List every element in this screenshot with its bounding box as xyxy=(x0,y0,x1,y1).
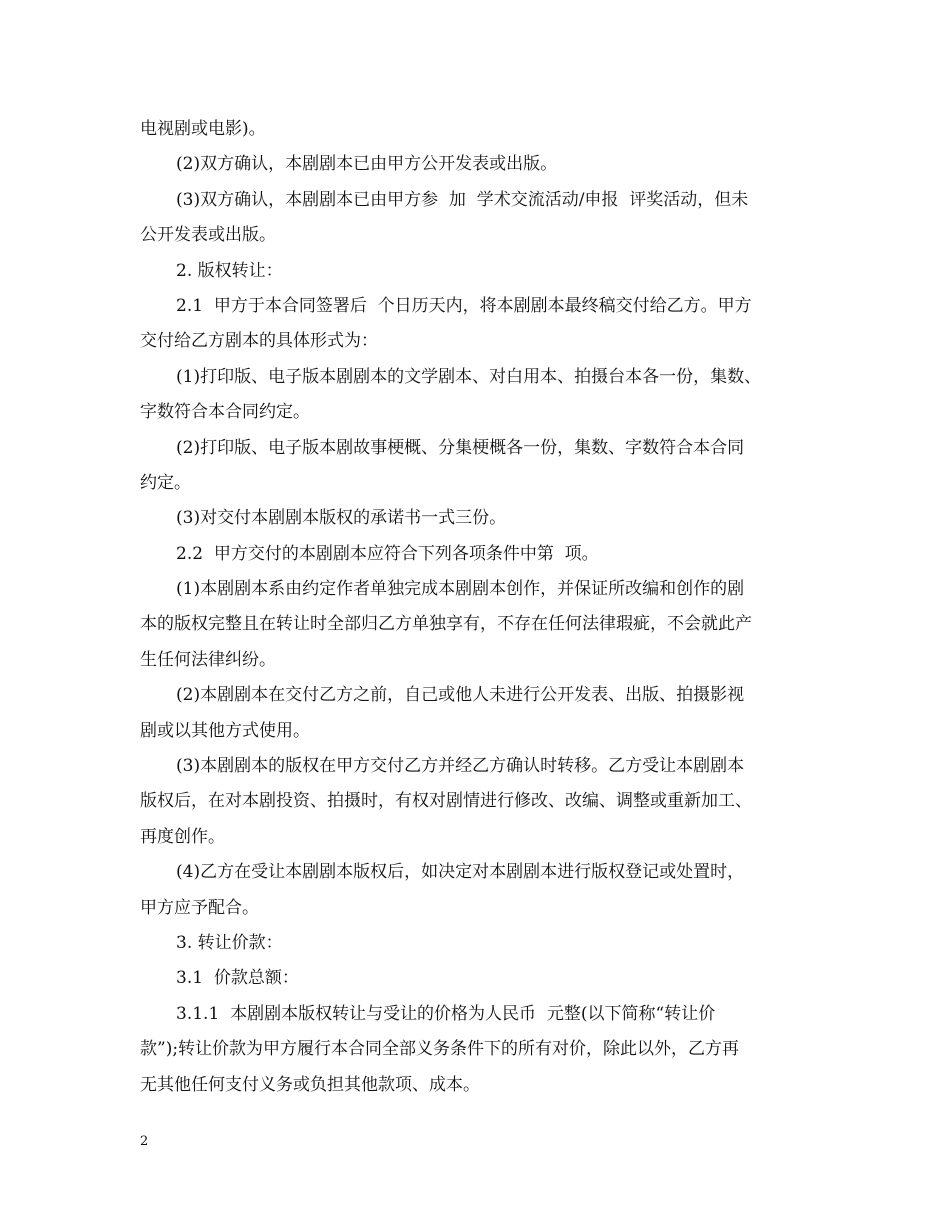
text-line: 本的版权完整且在转让时全部归乙方单独享有，不存在任何法律瑕疵，不会就此产 xyxy=(140,614,752,635)
text-line: 生任何法律纠纷。 xyxy=(140,649,276,670)
text-line: 交付给乙方剧本的具体形式为： xyxy=(140,331,378,352)
text-line: 电视剧或电影)。 xyxy=(140,119,266,139)
text-line: 2. 版权转让： xyxy=(176,260,283,281)
text-line: 3.1 价款总额： xyxy=(176,968,299,989)
text-line: (2)本剧剧本在交付乙方之前，自己或他人未进行公开发表、出版、拍摄影视 xyxy=(176,685,745,706)
text-line: 甲方应予配合。 xyxy=(140,897,259,918)
text-line: (2)双方确认，本剧剧本已由甲方公开发表或出版。 xyxy=(176,154,558,175)
text-line: (1)本剧剧本系由约定作者单独完成本剧剧本创作，并保证所改编和创作的剧 xyxy=(176,579,745,600)
text-line: (2)打印版、电子版本剧故事梗概、分集梗概各一份，集数、字数符合本合同 xyxy=(176,437,745,458)
text-line: 约定。 xyxy=(140,472,191,493)
text-line: 3.1.1 本剧剧本版权转让与受让的价格为人民币 元整(以下简称“转让价 xyxy=(176,1003,716,1024)
text-line: 2.1 甲方于本合同签署后 个日历天内，将本剧剧本最终稿交付给乙方。甲方 xyxy=(176,295,752,316)
text-line: (3)对交付本剧剧本版权的承诺书一式三份。 xyxy=(176,508,507,529)
page-number: 2 xyxy=(140,1134,149,1149)
text-line: (3)本剧剧本的版权在甲方交付乙方并经乙方确认时转移。乙方受让本剧剧本 xyxy=(176,756,745,777)
text-line: 3. 转让价款： xyxy=(176,932,283,953)
document-body xyxy=(140,112,820,1103)
text-line: 剧或以其他方式使用。 xyxy=(140,720,310,741)
text-line: (1)打印版、电子版本剧剧本的文学剧本、对白用本、拍摄台本各一份，集数、 xyxy=(176,366,762,387)
text-line: 2.2 甲方交付的本剧剧本应符合下列各项条件中第 项。 xyxy=(176,543,599,564)
text-line: 版权后，在对本剧投资、拍摄时，有权对剧情进行修改、改编、调整或重新加工、 xyxy=(140,791,752,812)
text-line: 无其他任何支付义务或负担其他款项、成本。 xyxy=(140,1074,480,1095)
text-line: (4)乙方在受让本剧剧本版权后，如决定对本剧剧本进行版权登记或处置时， xyxy=(176,862,745,883)
text-line: 再度创作。 xyxy=(140,826,225,847)
text-line: 款”);转让价款为甲方履行本合同全部义务条件下的所有对价，除此以外，乙方再 xyxy=(140,1039,740,1060)
text-line: (3)双方确认，本剧剧本已由甲方参 加 学术交流活动/申报 评奖活动，但未 xyxy=(176,189,749,210)
text-line: 公开发表或出版。 xyxy=(140,225,276,246)
text-line: 字数符合本合同约定。 xyxy=(140,402,310,423)
